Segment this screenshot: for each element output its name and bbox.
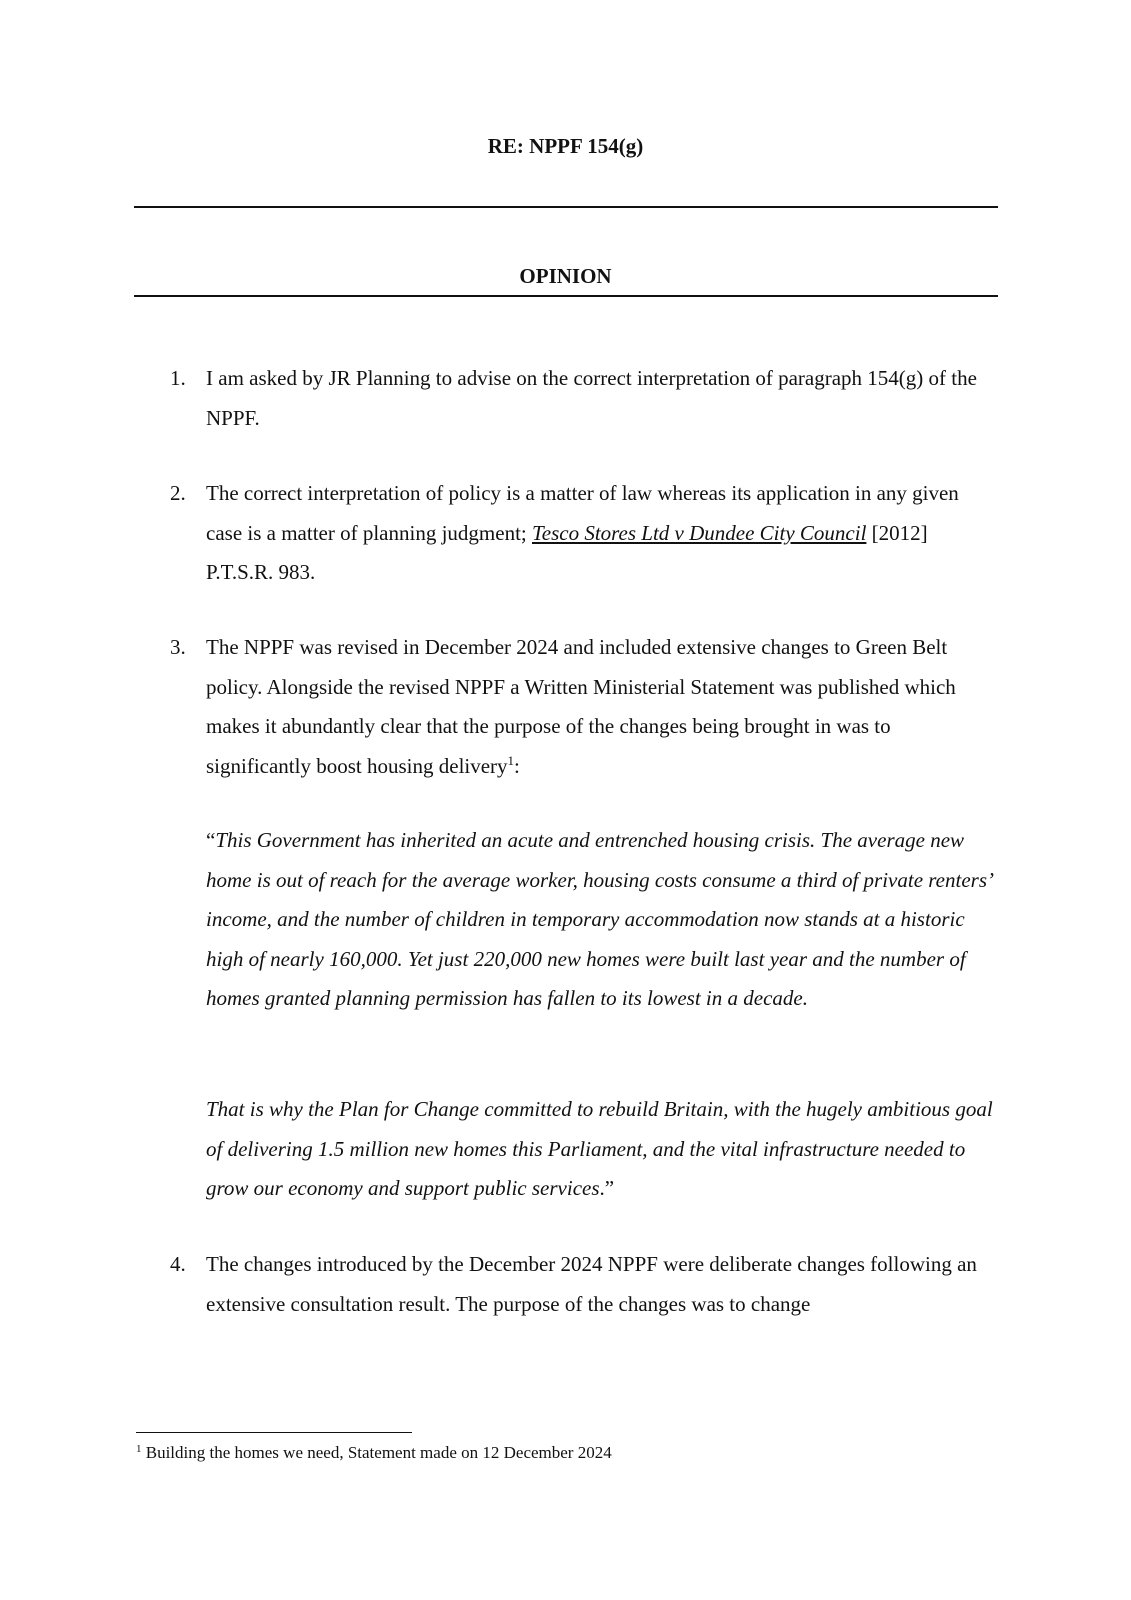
paragraph-number: 4. bbox=[170, 1252, 186, 1276]
quote-close-mark: .” bbox=[599, 1176, 615, 1200]
paragraph-2 bbox=[170, 474, 1000, 593]
quote-text: This Government has inherited an acute and entrenched housing crisis. The average new home is out of reach for the average worker, housing costs consume a third of private renters’ income, and the number of children in temporary accommodation now stands at a historic high of nearly 160,000. Yet just 220,000 new homes were built last year and the number of homes granted planning permission has fallen to its lowest in a decade. bbox=[206, 828, 992, 1010]
paragraph-number: 1. bbox=[170, 366, 186, 390]
footnote-divider bbox=[136, 1432, 412, 1433]
document-title: RE: NPPF 154(g) bbox=[487, 134, 644, 158]
quote-paragraph-2 bbox=[206, 1090, 1006, 1209]
paragraph-4 bbox=[170, 1245, 1000, 1324]
paragraph-text bbox=[206, 474, 1000, 593]
paragraph-text-end: : bbox=[514, 753, 520, 778]
quote-open-mark: “ bbox=[206, 828, 216, 852]
footnote-number: 1 bbox=[136, 1443, 142, 1455]
section-heading: OPINION bbox=[519, 264, 612, 288]
quote-text: That is why the Plan for Change committed to rebuild Britain, with the hugely ambitious goal of delivering 1.5 million new homes this Parliament, and the vital infrastructure needed to grow our economy and support public services bbox=[206, 1097, 993, 1200]
paragraph-text-after: [2012] P.T.S.R. 983. bbox=[206, 520, 928, 584]
case-citation: Tesco Stores Ltd v Dundee City Council bbox=[532, 520, 867, 545]
paragraph-text bbox=[206, 628, 1000, 786]
section-divider bbox=[134, 295, 998, 297]
quote-paragraph-1 bbox=[206, 821, 1006, 1019]
footnote-text: Building the homes we need, Statement made on 12 December 2024 bbox=[145, 1443, 612, 1462]
paragraph-number: 2. bbox=[170, 481, 186, 505]
paragraph-3 bbox=[170, 628, 1000, 786]
paragraph-text-before: The correct interpretation of policy is a matter of law whereas its application in any given case is a matter of planning judgment; bbox=[206, 481, 959, 545]
paragraph-text: I am asked by JR Planning to advise on the correct interpretation of paragraph 154(g) of the NPPF. bbox=[206, 366, 977, 430]
title-divider bbox=[134, 206, 998, 208]
paragraph-text: The changes introduced by the December 2024 NPPF were deliberate changes following an extensive consultation result. The purpose of the changes was to change bbox=[206, 1252, 977, 1316]
paragraph-1 bbox=[170, 359, 1000, 438]
paragraph-number: 3. bbox=[170, 635, 186, 659]
footnote-reference[interactable]: 1 bbox=[507, 752, 515, 768]
paragraph-text-main: The NPPF was revised in December 2024 and included extensive changes to Green Belt policy. Alongside the revised NPPF a Written Ministerial Statement was published which makes it abundantly clear that the purpose of the changes being brought in was to significantly boost housing delivery bbox=[206, 635, 956, 778]
footnote bbox=[136, 1441, 612, 1465]
